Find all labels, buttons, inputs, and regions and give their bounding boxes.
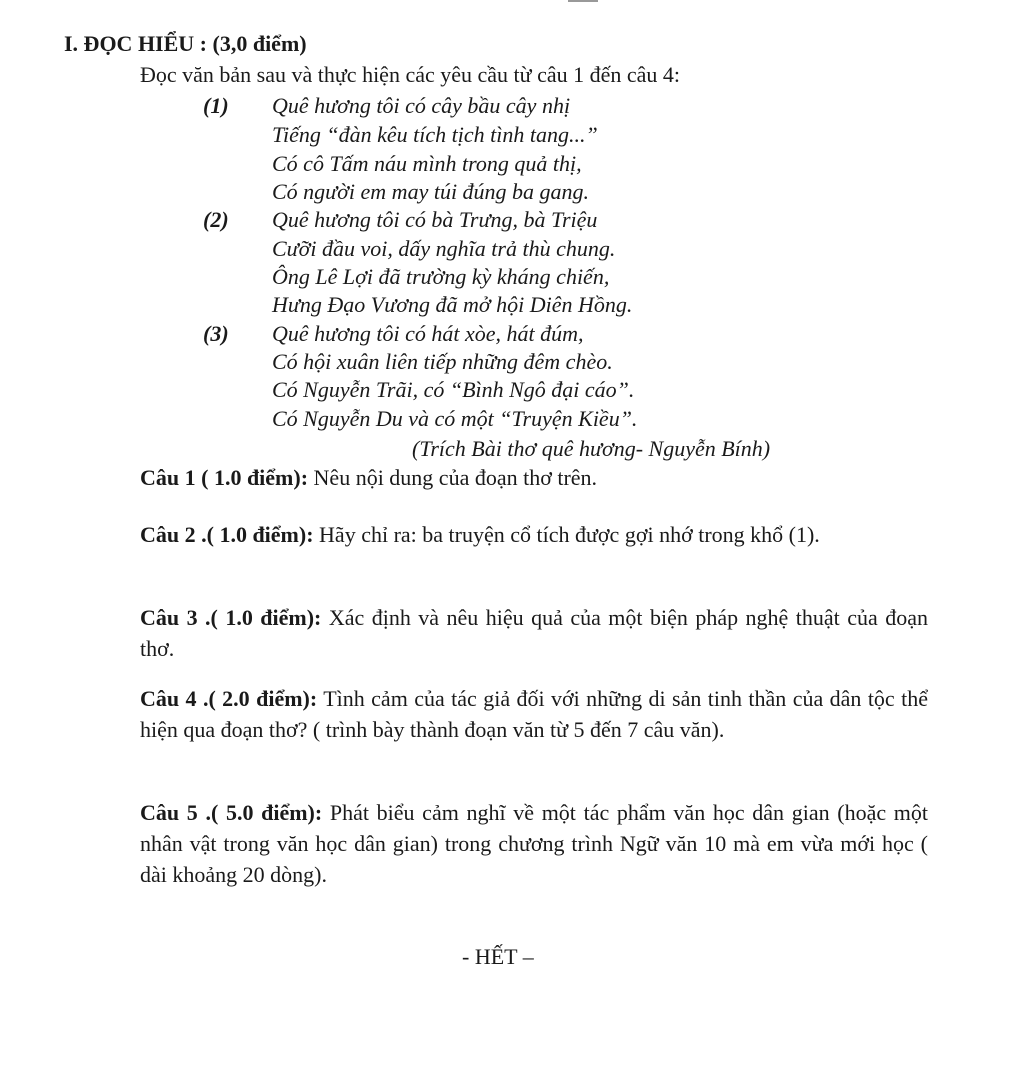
stanza-1-number: (1) xyxy=(203,93,229,118)
section-heading: I. ĐỌC HIỂU : (3,0 điểm) xyxy=(64,31,307,56)
poem-line: Có người em may túi đúng ba gang. xyxy=(272,179,590,204)
poem-line: Cưỡi đầu voi, dấy nghĩa trả thù chung. xyxy=(272,236,616,261)
question-5 xyxy=(140,797,928,890)
poem-line: Quê hương tôi có cây bầu cây nhị xyxy=(272,93,571,118)
question-1-label: Câu 1 ( 1.0 điểm): xyxy=(140,465,309,490)
question-4-text: Tình cảm của tác giả đối với những di sản tinh thần của dân tộc thể hiện qua đoạn thơ? ( trình bày thành đoạn văn từ 5 đến 7 câu văn). xyxy=(140,686,928,742)
question-1-text: Nêu nội dung của đoạn thơ trên. xyxy=(308,465,598,490)
end-marker: - HẾT – xyxy=(462,944,534,969)
poem-line: Có hội xuân liên tiếp những đêm chèo. xyxy=(272,349,613,374)
question-2-text: Hãy chỉ ra: ba truyện cổ tích được gợi nhớ trong khổ (1). xyxy=(313,522,820,547)
stanza-3-number: (3) xyxy=(203,321,229,346)
stanza-2-number: (2) xyxy=(203,207,229,232)
question-4 xyxy=(140,683,928,745)
scan-mark xyxy=(568,0,598,2)
question-3-text: Xác định và nêu hiệu quả của một biện pháp nghệ thuật của đoạn thơ. xyxy=(140,605,928,661)
poem-line: Quê hương tôi có hát xòe, hát đúm, xyxy=(272,321,584,346)
poem-line: Quê hương tôi có bà Trưng, bà Triệu xyxy=(272,207,598,232)
question-2-label: Câu 2 .( 1.0 điểm): xyxy=(140,522,314,547)
question-1 xyxy=(140,462,940,493)
poem-line: Có Nguyễn Du và có một “Truyện Kiều”. xyxy=(272,406,638,431)
poem-line: Ông Lê Lợi đã trường kỳ kháng chiến, xyxy=(272,264,610,289)
question-4-label: Câu 4 .( 2.0 điểm): xyxy=(140,686,318,711)
poem-line: Hưng Đạo Vương đã mở hội Diên Hồng. xyxy=(272,292,633,317)
poem-line: Có Nguyễn Trãi, có “Bình Ngô đại cáo”. xyxy=(272,377,635,402)
question-3 xyxy=(140,602,928,664)
question-2 xyxy=(64,519,928,550)
question-5-text: Phát biểu cảm nghĩ về một tác phẩm văn học dân gian (hoặc một nhân vật trong văn học dân gian) trong chương trình Ngữ văn 10 mà em vừa mới học ( dài khoảng 20 dòng). xyxy=(140,800,928,887)
poem-line: Có cô Tấm náu mình trong quả thị, xyxy=(272,151,582,176)
question-3-label: Câu 3 .( 1.0 điểm): xyxy=(140,605,322,630)
section-intro: Đọc văn bản sau và thực hiện các yêu cầu từ câu 1 đến câu 4: xyxy=(140,62,681,87)
poem-line: Tiếng “đàn kêu tích tịch tình tang...” xyxy=(272,122,598,147)
question-5-label: Câu 5 .( 5.0 điểm): xyxy=(140,800,323,825)
poem-source: (Trích Bài thơ quê hương- Nguyễn Bính) xyxy=(412,436,771,461)
